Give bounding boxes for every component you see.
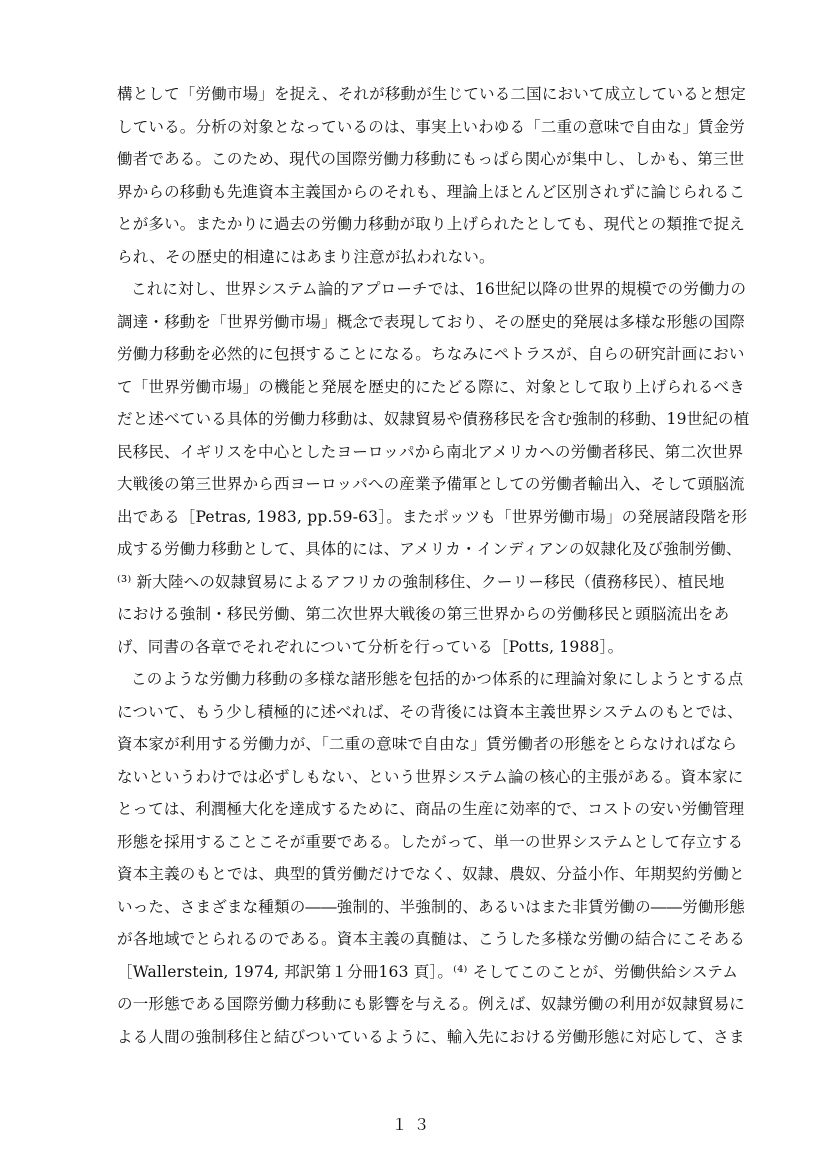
text-line: よる人間の強制移住と結びついているように、輸入先における労働形態に対応して、さま (117, 1027, 745, 1046)
text-line: とっては、利潤極大化を達成するために、商品の生産に効率的で、コストの安い労働管理 (117, 800, 745, 818)
text-line: における強制・移民労働、第二次世界大戦後の第三世界からの労働移民と頭脳流出をあ (117, 605, 730, 623)
text-line: 界からの移動も先進資本主義国からのそれも、理論上ほとんど区別されずに論じられるこ (117, 182, 746, 201)
text-line: 成する労働力移動として、具体的には、アメリカ・インディアンの奴隷化及び強制労働、 (117, 540, 742, 558)
text-line: の一形態である国際労働力移動にも影響を与える。例えば、奴隷労働の利用が奴隷貿易に (117, 995, 746, 1013)
text-line: ［Wallerstein, 1974, 邦訳第１分冊163 頁］。⁽⁴⁾ そしてこのことが、労働供給システム (117, 962, 739, 981)
text-line: 構として「労働市場」を捉え、それが移動が生じている二国において成立していると想定 (117, 85, 746, 103)
page-number: １３ (391, 1115, 436, 1134)
text-line: 調達・移動を「世界労働市場」概念で表現しており、その歴史的発展は多様な形態の国際 (117, 312, 746, 331)
text-line: て「世界労働市場」の機能と発展を歴史的にたどる際に、対象として取り上げられるべき (117, 377, 746, 396)
text-line: とが多い。またかりに過去の労働力移動が取り上げられたとしても、現代との類推で捉え (117, 215, 746, 233)
text-line: ⁽³⁾ 新大陸への奴隷貿易によるアフリカの強制移住、クーリー移民（債務移民）、植民地 (117, 572, 725, 591)
text-line: 出である［Petras, 1983, pp.59-63］。またポッツも「世界労働市場」の発展諸段階を形 (117, 507, 748, 526)
text-line: 労働力移動を必然的に包摂することになる。ちなみにペトラスが、自らの研究計画におい (117, 345, 745, 363)
text-line: している。分析の対象となっているのは、事実上いわゆる「二重の意味で自由な」賃金労 (117, 117, 746, 136)
text-line: られ、その歴史的相違にはあまり注意が払われない。 (117, 247, 495, 266)
text-line: げ、同書の各章でそれぞれについて分析を行っている［Potts, 1988］。 (117, 637, 624, 656)
text-line: このような労働力移動の多様な諸形態を包括的かつ体系的に理論対象にしようとする点 (131, 670, 744, 688)
text-line: ないというわけでは必ずしもない、という世界システム論の核心的主張がある。資本家に (117, 767, 744, 786)
text-line: 働者である。このため、現代の国際労働力移動にもっぱら関心が集中し、しかも、第三世 (117, 150, 745, 168)
text-line: 大戦後の第三世界から西ヨーロッパへの産業予備軍としての労働者輸出入、そして頭脳流 (117, 475, 745, 493)
text-line: 資本主義のもとでは、典型的賃労働だけでなく、奴隷、農奴、分益小作、年期契約労働と (117, 865, 745, 883)
text-line: いった、さまざまな種類の――強制的、半強制的、あるいはまた非賃労働の――労働形態 (117, 897, 746, 916)
text-line: これに対し、世界システム論的アプローチでは、16世紀以降の世界的規模での労働力の (131, 280, 747, 298)
text-line: だと述べている具体的労働力移動は、奴隷貿易や債務移民を含む強制的移動、19世紀の植 (117, 410, 750, 428)
text-line: について、もう少し積極的に述べれば、その背後には資本主義世界システムのもとでは、 (117, 702, 743, 721)
text-line: 資本家が利用する労働力が、「二重の意味で自由な」賃労働者の形態をとらなければなら (117, 735, 738, 753)
text-line: 形態を採用することこそが重要である。したがって、単一の世界システムとして存立する (117, 832, 744, 851)
body-text (117, 78, 767, 1053)
text-line: が各地域でとられるのである。資本主義の真髄は、こうした多様な労働の結合にこそある (117, 930, 746, 948)
text-line: 民移民、イギリスを中心としたヨーロッパから南北アメリカへの労働者移民、第二次世界 (117, 442, 744, 461)
